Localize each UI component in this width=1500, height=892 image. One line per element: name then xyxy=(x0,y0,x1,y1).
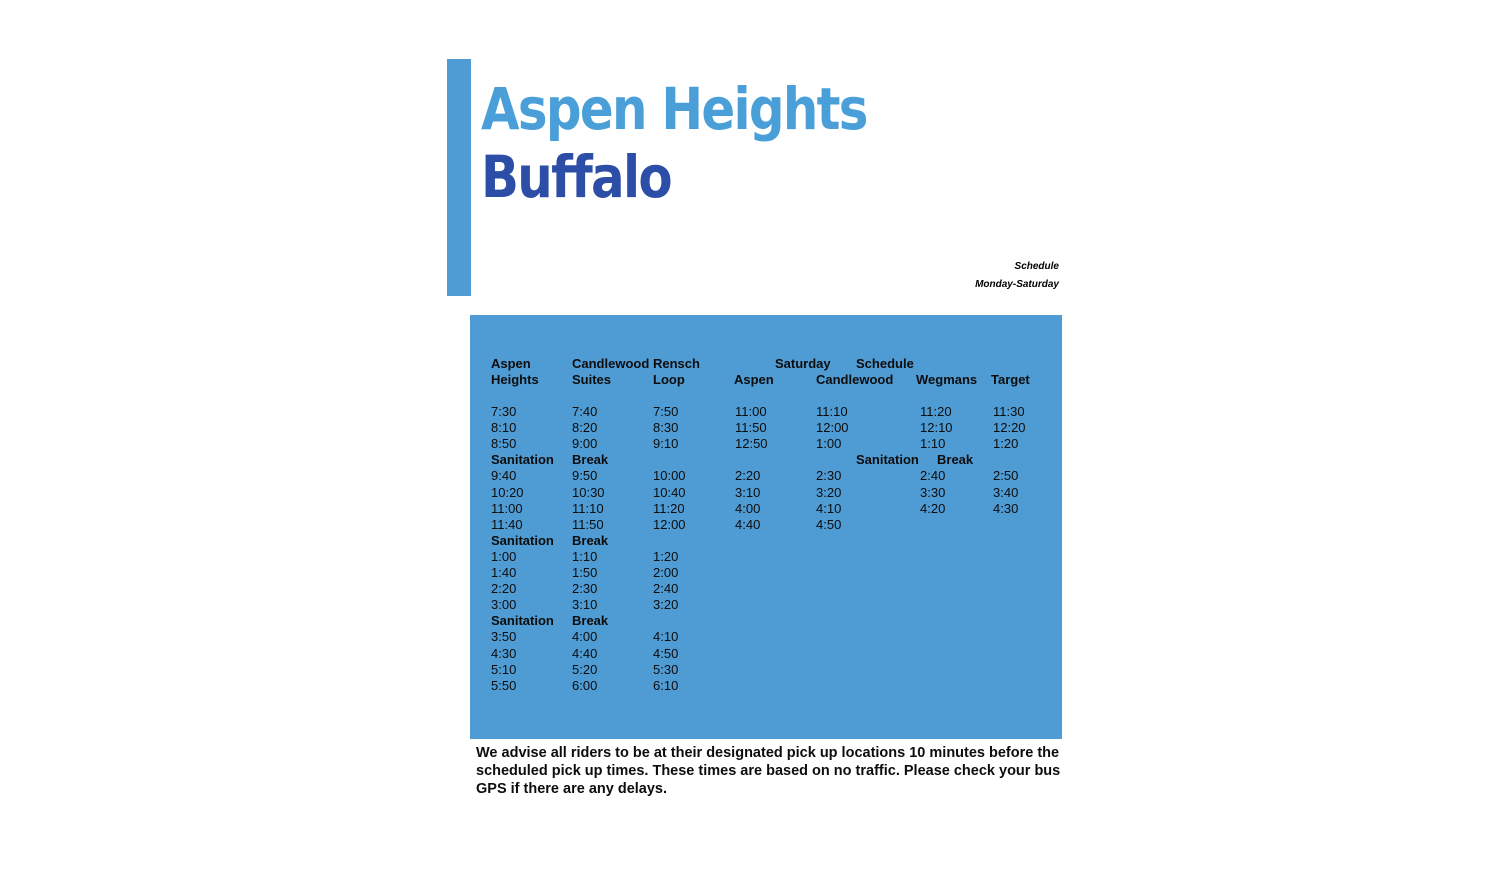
weekday-time-cell: 9:10 xyxy=(653,436,679,452)
weekday-time-cell: 4:00 xyxy=(572,629,598,645)
schedule-panel xyxy=(470,315,1062,739)
weekday-time-cell: 3:00 xyxy=(491,597,517,613)
weekday-time-cell: 9:00 xyxy=(572,436,598,452)
saturday-time-cell: 4:30 xyxy=(993,500,1019,516)
weekday-time-cell: 11:40 xyxy=(491,516,523,532)
saturday-column-header: Target xyxy=(991,372,1030,387)
weekday-time-cell: 1:50 xyxy=(572,565,598,580)
weekday-time-cell: 3:50 xyxy=(491,629,517,645)
weekday-time-cell: 2:40 xyxy=(653,581,679,597)
saturday-time-cell: 11:10 xyxy=(816,404,848,419)
sanitation-break-label: Sanitation xyxy=(491,532,554,548)
weekday-time-cell: 8:30 xyxy=(653,420,679,436)
weekday-time-cell: 10:00 xyxy=(653,468,686,484)
saturday-time-cell: 1:00 xyxy=(816,436,842,452)
sanitation-break-label: Break xyxy=(572,452,609,468)
weekday-column-header: Loop xyxy=(653,372,685,388)
saturday-time-cell: 3:30 xyxy=(920,484,946,500)
saturday-time-cell: 4:00 xyxy=(735,500,761,516)
weekday-time-cell: 12:00 xyxy=(653,516,686,532)
weekday-column-header: Candlewood xyxy=(572,356,650,371)
weekday-time-cell: 8:50 xyxy=(491,436,517,452)
weekday-time-cell: 9:50 xyxy=(572,468,598,484)
weekday-time-cell: 4:40 xyxy=(572,645,598,661)
weekday-time-cell: 7:40 xyxy=(572,404,598,419)
weekday-time-cell: 5:20 xyxy=(572,661,598,677)
saturday-schedule-title: Saturday xyxy=(775,356,831,371)
weekday-time-cell: 2:30 xyxy=(572,581,598,597)
sanitation-break-label: Sanitation xyxy=(491,452,554,468)
saturday-time-cell: 11:50 xyxy=(735,420,767,436)
saturday-time-cell: 4:40 xyxy=(735,516,761,532)
accent-bar xyxy=(447,59,471,296)
sanitation-break-label: Break xyxy=(572,613,609,629)
saturday-column-header: Candlewood xyxy=(816,372,894,387)
weekday-column-header: Heights xyxy=(491,372,539,388)
weekday-time-cell: 1:40 xyxy=(491,565,517,580)
sanitation-break-label: Break xyxy=(937,452,974,468)
weekday-time-cell: 10:30 xyxy=(572,484,605,500)
saturday-time-cell: 3:10 xyxy=(735,484,761,500)
saturday-time-cell: 4:10 xyxy=(816,500,842,516)
saturday-time-cell: 12:50 xyxy=(735,436,768,452)
weekday-column-header: Rensch xyxy=(653,356,700,371)
weekday-time-cell: 11:20 xyxy=(653,500,685,516)
saturday-time-cell: 4:50 xyxy=(816,516,842,532)
saturday-column-header: Aspen xyxy=(734,372,774,387)
weekday-time-cell: 5:30 xyxy=(653,661,679,677)
weekday-time-cell: 5:50 xyxy=(491,677,517,693)
saturday-time-cell: 12:10 xyxy=(920,420,953,436)
weekday-time-cell: 7:30 xyxy=(491,404,517,419)
weekday-time-cell: 10:20 xyxy=(491,484,524,500)
saturday-schedule-title: Schedule xyxy=(856,356,914,371)
page-subtitle-city: Buffalo xyxy=(481,143,671,211)
weekday-time-cell: 11:50 xyxy=(572,516,604,532)
weekday-time-cell: 4:30 xyxy=(491,645,517,661)
saturday-time-cell: 2:40 xyxy=(920,468,946,484)
weekday-time-cell: 5:10 xyxy=(491,661,517,677)
weekday-time-cell: 8:10 xyxy=(491,420,517,436)
saturday-time-cell: 12:00 xyxy=(816,420,849,436)
weekday-time-cell: 4:50 xyxy=(653,645,679,661)
weekday-time-cell: 9:40 xyxy=(491,468,517,484)
weekday-time-cell: 2:00 xyxy=(653,565,679,580)
saturday-time-cell: 1:20 xyxy=(993,436,1019,452)
weekday-time-cell: 3:10 xyxy=(572,597,598,613)
days-label: Monday-Saturday xyxy=(975,279,1059,290)
weekday-time-cell: 7:50 xyxy=(653,404,679,419)
sanitation-break-label: Sanitation xyxy=(491,613,554,629)
saturday-time-cell: 3:20 xyxy=(816,484,842,500)
weekday-time-cell: 11:00 xyxy=(491,500,523,516)
weekday-time-cell: 1:00 xyxy=(491,548,517,564)
saturday-time-cell: 2:20 xyxy=(735,468,761,484)
weekday-time-cell: 4:10 xyxy=(653,629,679,645)
saturday-time-cell: 1:10 xyxy=(920,436,946,452)
saturday-time-cell: 11:30 xyxy=(993,404,1025,419)
weekday-column-header: Aspen xyxy=(491,356,531,371)
weekday-time-cell: 2:20 xyxy=(491,581,517,597)
sanitation-break-label: Break xyxy=(572,532,609,548)
weekday-time-cell: 8:20 xyxy=(572,420,598,436)
sanitation-break-label: Sanitation xyxy=(856,452,919,468)
saturday-time-cell: 11:00 xyxy=(735,404,767,419)
saturday-time-cell: 3:40 xyxy=(993,484,1019,500)
saturday-column-header: Wegmans xyxy=(916,372,978,387)
saturday-time-cell: 11:20 xyxy=(920,404,952,419)
rider-notice: We advise all riders to be at their designated pick up locations 10 minutes before the scheduled pick up times. These times are based on no traffic. Please check your bus GPS if there are any delays. xyxy=(476,745,1061,797)
schedule-label: Schedule xyxy=(1014,261,1059,272)
page-title: Aspen Heights xyxy=(481,75,867,143)
saturday-time-cell: 2:30 xyxy=(816,468,842,484)
saturday-time-cell: 12:20 xyxy=(993,420,1026,436)
weekday-time-cell: 6:10 xyxy=(653,677,679,693)
saturday-time-cell: 2:50 xyxy=(993,468,1019,484)
weekday-time-cell: 3:20 xyxy=(653,597,679,613)
saturday-time-cell: 4:20 xyxy=(920,500,946,516)
weekday-time-cell: 1:20 xyxy=(653,548,679,564)
weekday-time-cell: 1:10 xyxy=(572,548,598,564)
weekday-time-cell: 6:00 xyxy=(572,677,598,693)
weekday-column-header: Suites xyxy=(572,372,612,388)
weekday-time-cell: 10:40 xyxy=(653,484,686,500)
weekday-time-cell: 11:10 xyxy=(572,500,604,516)
